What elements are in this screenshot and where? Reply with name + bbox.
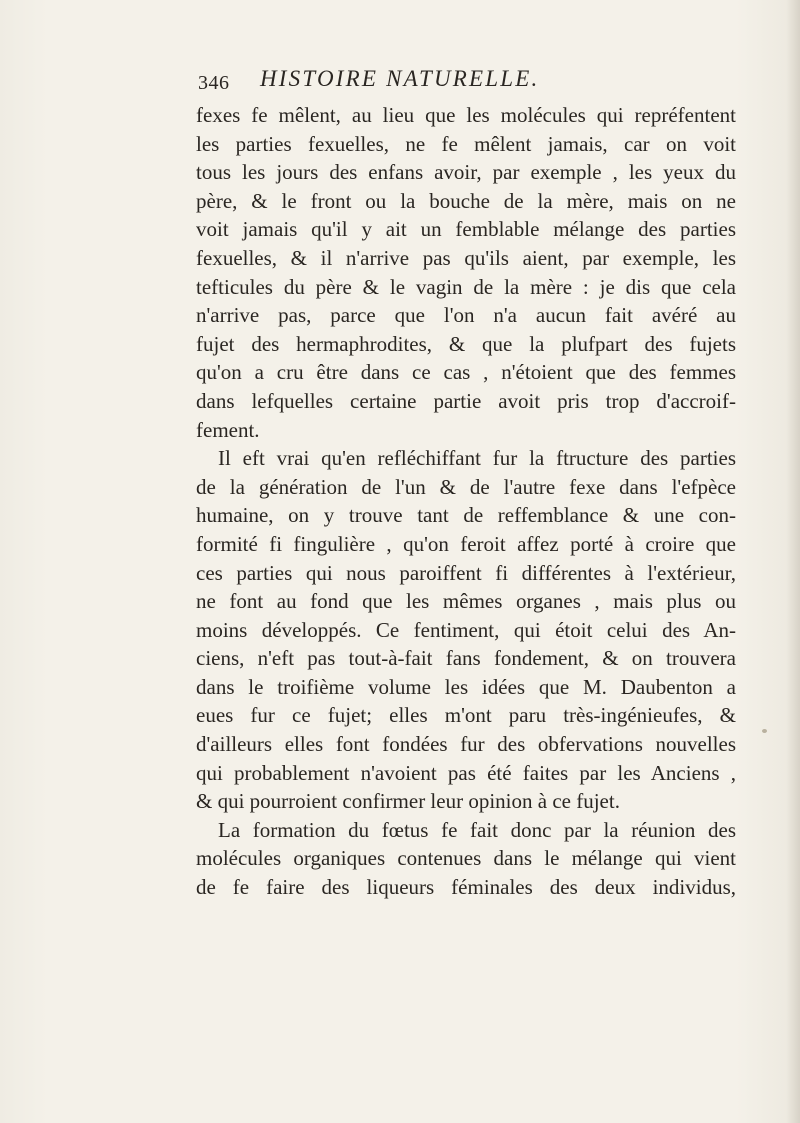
text-line: tous les jours des enfans avoir, par exemple , les yeux du (196, 160, 736, 185)
text-line: d'ailleurs elles font fondées fur des obfervations nouvelles (196, 732, 736, 757)
body-text (196, 101, 736, 902)
text-line: n'arrive pas, parce que l'on n'a aucun fait avéré au (196, 303, 736, 328)
text-line: de fe faire des liqueurs féminales des deux individus, (196, 875, 736, 900)
text-line: tefticules du père & le vagin de la mère : je dis que cela (196, 274, 736, 299)
text-line: formité fi fingulière , qu'on feroit affez porté à croire que (196, 531, 736, 556)
paper-speck (762, 729, 767, 733)
text-line: qu'on a cru être dans ce cas , n'étoient que des femmes (196, 360, 736, 385)
text-line: La formation du fœtus fe fait donc par la réunion des (218, 817, 736, 842)
text-line: fement. (196, 417, 260, 442)
text-line: dans lefquelles certaine partie avoit pris trop d'accroif- (196, 388, 736, 413)
text-line: fexuelles, & il n'arrive pas qu'ils aient, par exemple, les (196, 245, 736, 270)
text-line: fujet des hermaphrodites, & que la plufpart des fujets (196, 331, 736, 356)
text-line: père, & le front ou la bouche de la mère, mais on ne (196, 188, 736, 213)
text-line: dans le troifième volume les idées que M. Daubenton a (196, 674, 736, 699)
text-line: les parties fexuelles, ne fe mêlent jamais, car on voit (196, 131, 736, 156)
text-line: eues fur ce fujet; elles m'ont paru très-ingénieufes, & (196, 703, 736, 728)
running-head: HISTOIRE NATURELLE. (260, 66, 540, 91)
text-line: moins développés. Ce fentiment, qui étoit celui des An- (196, 617, 736, 642)
page-number: 346 (198, 72, 230, 94)
text-line: ces parties qui nous paroiffent fi différentes à l'extérieur, (196, 560, 736, 585)
text-line: Il eft vrai qu'en refléchiffant fur la ftructure des parties (218, 446, 736, 471)
text-line: qui probablement n'avoient pas été faites par les Anciens , (196, 760, 736, 785)
text-line: ciens, n'eft pas tout-à-fait fans fondement, & on trouvera (196, 646, 736, 671)
text-line: molécules organiques contenues dans le mélange qui vient (196, 846, 736, 871)
text-line: ne font au fond que les mêmes organes , mais plus ou (196, 589, 736, 614)
text-line: & qui pourroient confirmer leur opinion à ce fujet. (196, 789, 620, 814)
text-line: fexes fe mêlent, au lieu que les molécules qui repréfentent (196, 103, 736, 127)
page-edge-shadow (786, 0, 800, 1123)
text-line: voit jamais qu'il y ait un femblable mélange des parties (196, 217, 736, 242)
text-line: de la génération de l'un & de l'autre fexe dans l'efpèce (196, 474, 736, 499)
page-header (198, 66, 718, 98)
text-line: humaine, on y trouve tant de reffemblance & une con- (196, 503, 736, 528)
